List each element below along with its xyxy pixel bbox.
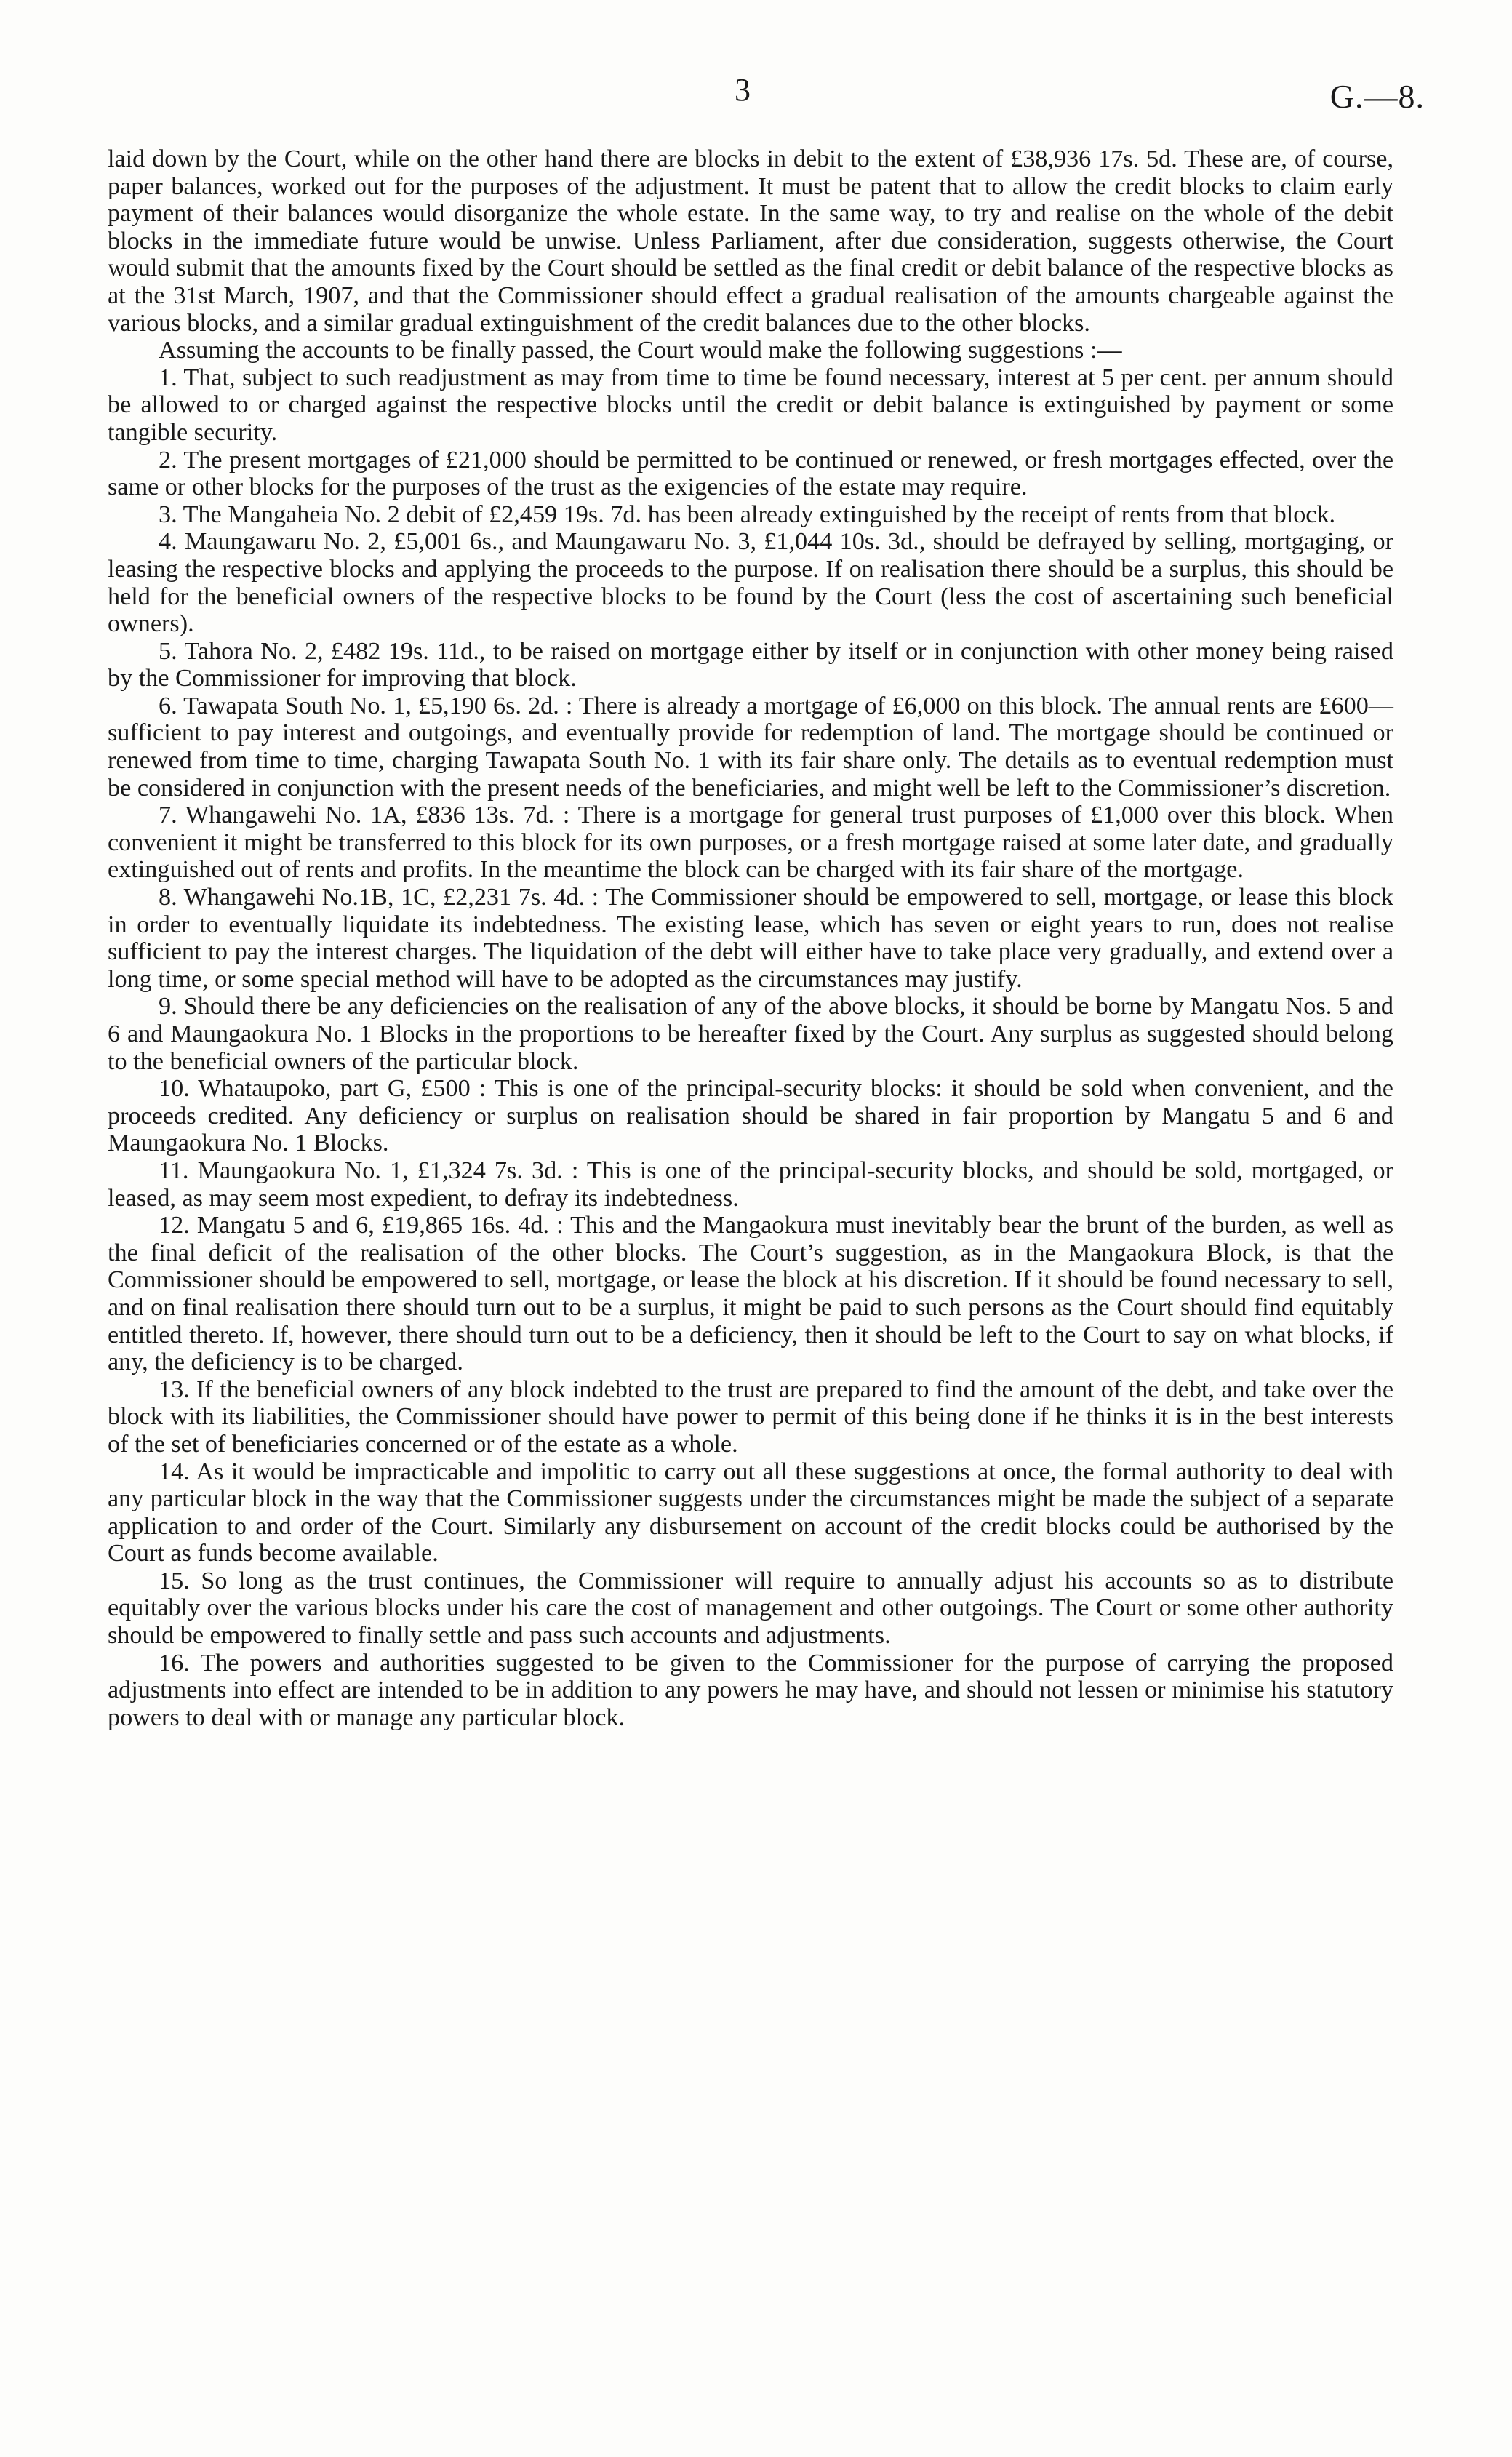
suggestion-item-12: 12. Mangatu 5 and 6, £19,865 16s. 4d. : This and the Mangaokura must inevitably bear the brunt of the burden, as well as the final deficit of the realisation of the other blocks. The Court’s suggestion, as in the Mangaokura Block, is that the Commissioner should be empowered to sell, mortgage, or lease the block at his discretion. If it should be found necessary to sell, and on final realisation there should turn out to be a surplus, it might be paid to such persons as the Court should find equitably entitled thereto. If, however, there should turn out to be a deficiency, then it should be left to the Court to say on what blocks, if any, the deficiency is to be charged. [108, 1212, 1393, 1376]
suggestion-item-15: 15. So long as the trust continues, the Commissioner will require to annually adjust his accounts so as to distribute equitably over the various blocks under his care the cost of management and other outgoings. The Court or some other authority should be empowered to finally settle and pass such accounts and adjustments. [108, 1567, 1393, 1650]
suggestion-item-4: 4. Maungawaru No. 2, £5,001 6s., and Maungawaru No. 3, £1,044 10s. 3d., should be defrayed by selling, mortgaging, or leasing the respective blocks and applying the proceeds to the purpose. If on realisation there should be a surplus, this should be held for the beneficial owners of the respective blocks to be found by the Court (less the cost of ascertaining such beneficial owners). [108, 528, 1393, 638]
suggestion-item-5: 5. Tahora No. 2, £482 19s. 11d., to be raised on mortgage either by itself or in conjunction with other money being raised by the Commissioner for improving that block. [108, 637, 1393, 692]
suggestion-item-14: 14. As it would be impracticable and impolitic to carry out all these suggestions at once, the formal authority to deal with any particular block in the way that the Commissioner suggests under the circumstances might be made the subject of a separate application to and order of the Court. Similarly any disbursement on account of the credit blocks could be authorised by the Court as funds become available. [108, 1458, 1393, 1567]
suggestion-item-10: 10. Whataupoko, part G, £500 : This is one of the principal-security blocks: it should be sold when convenient, and the proceeds credited. Any deficiency or surplus on realisation should be shared in fair proportion by Mangatu 5 and 6 and Maungaokura No. 1 Blocks. [108, 1075, 1393, 1157]
suggestion-item-1: 1. That, subject to such readjustment as may from time to time be found necessary, interest at 5 per cent. per annum should be allowed to or charged against the respective blocks until the credit or debit balance is extinguished by payment or some tangible security. [108, 364, 1393, 446]
page-number: 3 [735, 72, 751, 108]
paragraph-intro: laid down by the Court, while on the other hand there are blocks in debit to the extent of £38,936 17s. 5d. These are, of course, paper balances, worked out for the purposes of the adjustment. It must be patent that to allow the credit blocks to claim early payment of their balances would disorganize the whole estate. In the same way, to try and realise on the whole of the debit blocks in the immediate future would be unwise. Unless Parliament, after due consideration, suggests otherwise, the Court would submit that the amounts fixed by the Court should be settled as the final credit or debit balance of the respective blocks as at the 31st March, 1907, and that the Commissioner should effect a gradual realisation of the amounts chargeable against the various blocks, and a similar gradual extinguishment of the credit balances due to the other blocks. [108, 145, 1393, 337]
suggestion-item-8: 8. Whangawehi No.1B, 1C, £2,231 7s. 4d. : The Commissioner should be empowered to sell, mortgage, or lease this block in order to eventually liquidate its indebtedness. The existing lease, which has seven or eight years to run, does not realise sufficient to pay the interest charges. The liquidation of the debt will either have to take place very gradually, and extend over a long time, or some special method will have to be adopted as the circumstances may justify. [108, 884, 1393, 993]
suggestion-item-9: 9. Should there be any deficiencies on the realisation of any of the above blocks, it should be borne by Mangatu Nos. 5 and 6 and Maungaokura No. 1 Blocks in the proportions to be hereafter fixed by the Court. Any surplus as suggested should belong to the beneficial owners of the particular block. [108, 993, 1393, 1075]
suggestion-item-11: 11. Maungaokura No. 1, £1,324 7s. 3d. : This is one of the principal-security blocks, and should be sold, mortgaged, or leased, as may seem most expedient, to defray its indebtedness. [108, 1156, 1393, 1212]
document-reference: G.—8. [1329, 78, 1425, 115]
suggestion-item-7: 7. Whangawehi No. 1A, £836 13s. 7d. : There is a mortgage for general trust purposes of £1,000 over this block. When convenient it might be transferred to this block for its own purposes, or a fresh mortgage raised at some later date, and gradually extinguished out of rents and profits. In the meantime the block can be charged with its fair share of the mortgage. [108, 802, 1393, 884]
suggestion-item-6: 6. Tawapata South No. 1, £5,190 6s. 2d. : There is already a mortgage of £6,000 on this block. The annual rents are £600—sufficient to pay interest and outgoings, and eventually provide for redemption of land. The mortgage should be continued or renewed from time to time, charging Tawapata South No. 1 with its fair share only. The details as to eventual redemption must be considered in conjunction with the present needs of the beneficiaries, and might well be left to the Commissioner’s discretion. [108, 692, 1393, 802]
paragraph-suggestions-lead: Assuming the accounts to be finally passed, the Court would make the following suggestions :— [159, 337, 1122, 364]
suggestion-item-2: 2. The present mortgages of £21,000 should be permitted to be continued or renewed, or fresh mortgages effected, over the same or other blocks for the purposes of the trust as the exigencies of the estate may require. [108, 446, 1393, 501]
suggestion-item-3: 3. The Mangaheia No. 2 debit of £2,459 19s. 7d. has been already extinguished by the receipt of rents from that block. [159, 500, 1336, 528]
suggestion-item-16: 16. The powers and authorities suggested to be given to the Commissioner for the purpose of carrying the proposed adjustments into effect are intended to be in addition to any powers he may have, and should not lessen or minimise his statutory powers to deal with or manage any particular block. [108, 1649, 1393, 1731]
body-text [108, 145, 1393, 1731]
suggestion-item-13: 13. If the beneficial owners of any block indebted to the trust are prepared to find the amount of the debt, and take over the block with its liabilities, the Commissioner should have power to permit of this being done if he thinks it is in the best interests of the set of beneficiaries concerned or of the estate as a whole. [108, 1375, 1393, 1458]
